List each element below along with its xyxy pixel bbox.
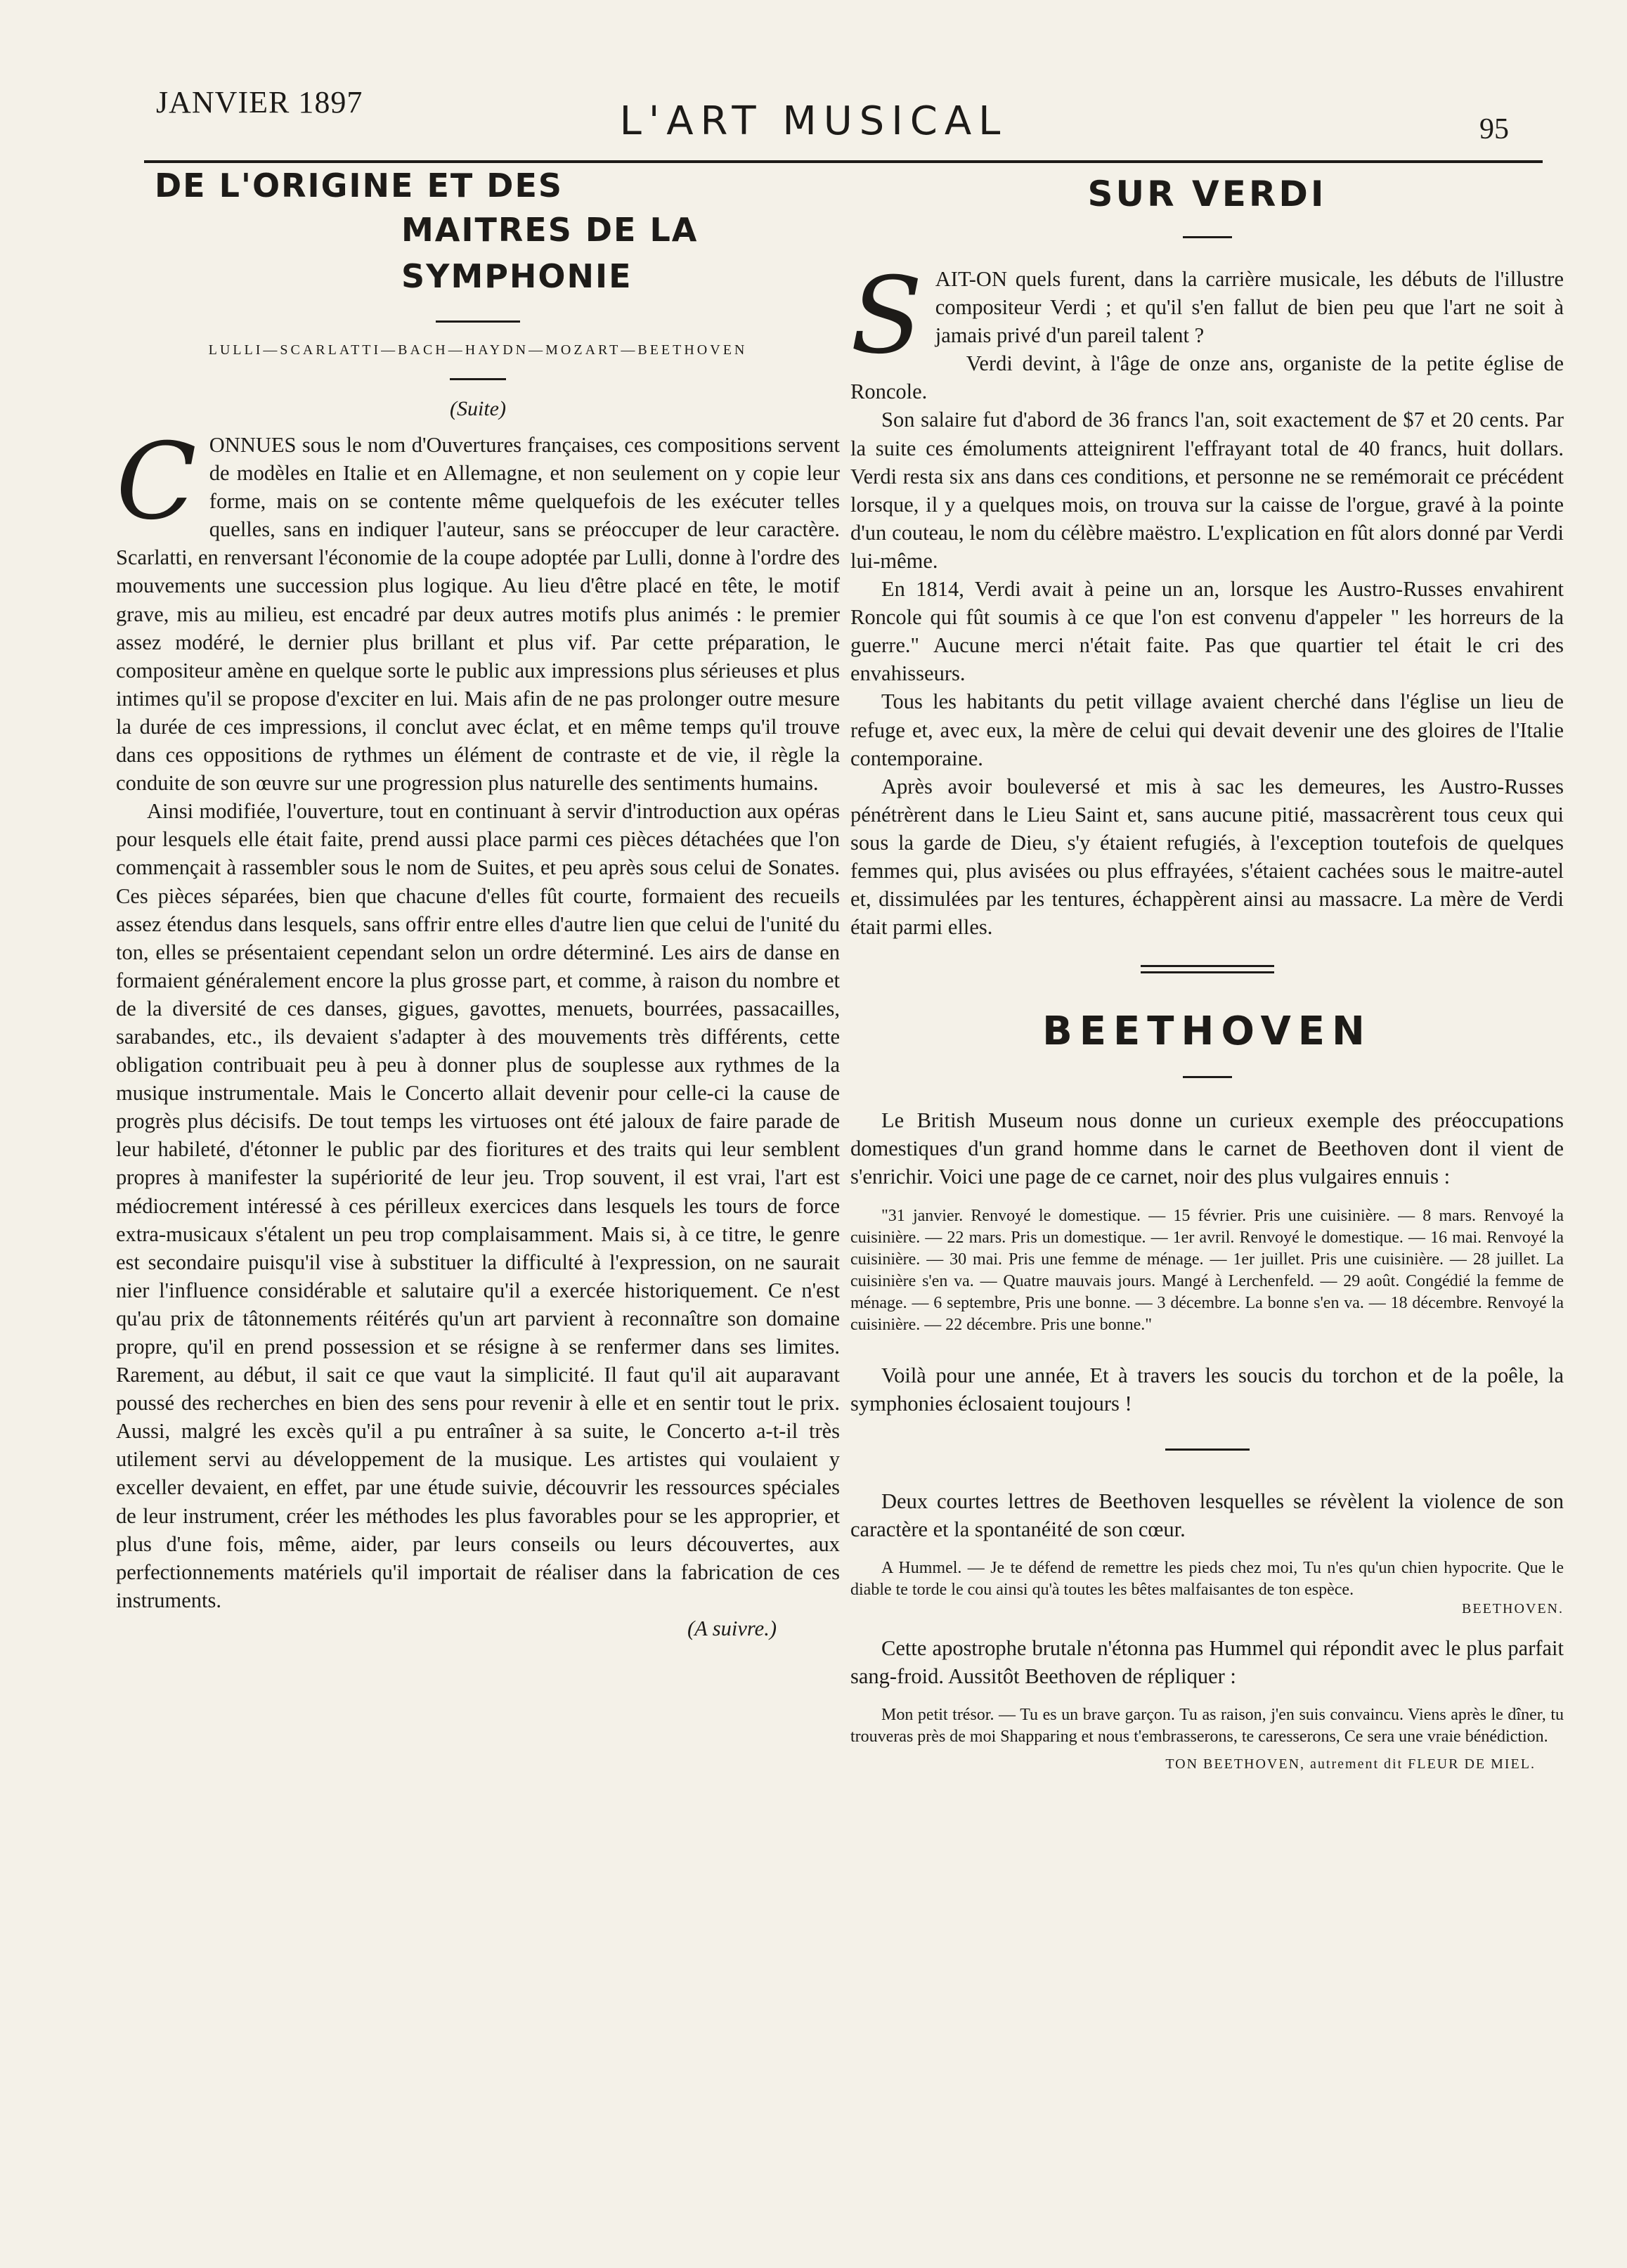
paragraph-2: Ainsi modifiée, l'ouverture, tout en continuant à servir d'introduction aux opéras pour lesquels elle était faite, prend aussi place parmi ces pièces détachées que l'on commençait à rassembler sous le nom de Suites, et peu après sous celui de Sonates. Ces pièces séparées, bien que chacune d'elles fût courte, formaient des recueils assez étendus dans lesquels, sans offrir entre elles d'autre lien que celui de l'unité du ton, elles se présentaient cependant selon un ordre déterminé. Les airs de danse en formaient généralement encore la plus grosse part, et comme, à raison du nombre et de la diversité de ces danses, gigues, gavottes, menuets, bourrées, passacailles, sarabandes, etc., ils devaient s'adapter à des mouvements très différents, cette obligation contribuait peu à peu à donner plus de souplesse aux rythmes de la musique instrumentale. Mais le Concerto allait devenir pour celle-ci la cause de progrès plus décisifs. De tout temps les virtuoses ont été jaloux de faire parade de leur habileté, d'étonner le public par des fioritures et des traits qui leur semblent propres à manifester la supériorité de leur jeu. Trop souvent, il est vrai, l'art est médiocrement intéressé à ces périlleux exercices dans lesquels les tours de force extra-musicaux s'étalent un peu trop complaisamment. Mais si, à ce titre, le genre est secondaire puisqu'il vise à substituer la difficulté à l'expression, on ne saurait nier l'influence considérable et salutaire qu'il a exercée historiquement. Ce n'est qu'au prix de tâtonnements réitérés qu'un art parvient à reconnaître son domaine propre, qu'il en prend possession et se résigne à se renfermer dans ses limites. Rarement, au début, il sait ce que vaut la simplicité. Il faut qu'il ait auparavant poussé des recherches en bien des sens pour revenir à elle et en sentir tout le prix. Aussi, malgré les excès qu'il a pu entraîner à sa suite, le Concerto a-t-il très utilement servi au développement de la musique. Les artistes qui voulaient y exceller devaient, en effet, par une étude suivie, découvrir les ressources spéciales de leur instrument, créer les méthodes les plus favorables pour se les approprier, et plus d'une fois, même, aider, par leurs conseils ou leurs découvertes, aux perfectionnements matériels qu'il importait de réaliser dans la fabrication de ces instruments. [116, 799, 840, 1612]
letters-intro: Deux courtes lettres de Beethoven lesquelles se révèlent la violence de son caractère et la spontanéité de son cœur. [850, 1489, 1564, 1541]
drop-cap-s: S [850, 255, 923, 377]
paragraph-1: ONNUES sous le nom d'Ouvertures françaises, ces compositions servent de modèles en Italie et en Allemagne, et non seulement on y copie leur forme, mais on se contente même quelquefois de les exécuter telles quelles, sans en indiquer l'auteur, sans se préoccuper de leur caractère. Scarlatti, en renversant l'économie de la coupe adoptée par Lulli, donne à l'ordre des mouvements une succession plus logique. Au lieu d'être placé en tête, le motif grave, mis au milieu, est encadré par deux autres motifs plus animés : le premier assez modéré, le dernier plus brillant et plus vif. Par cette préparation, le compositeur amène en quelque sorte le public aux impressions plus sérieuses et plus intimes qu'il se propose d'exciter en lui. Mais afin de ne pas prolonger outre mesure la durée de ces impressions, il conclut avec éclat, et en même temps qu'il trouve dans ces oppositions de rythmes un élément de contraste et de vie, il règle la conduite de son œuvre sur une progression plus naturelle des sentiments humains. [116, 433, 840, 796]
letter-2-signature: TON BEETHOVEN, autrement dit FLEUR DE MIEL. [1165, 1756, 1536, 1773]
drop-cap-c: C [116, 421, 197, 543]
letter-to-hummel: A Hummel. — Je te défend de remettre les pieds chez moi, Tu n'es qu'un chien hypocrite. Que le diable te torde le cou ainsi qu'à toutes les bêtes malfaisantes de ton espèce. [850, 1558, 1564, 1599]
verdi-paragraph-4: En 1814, Verdi avait à peine un an, lorsque les Austro-Russes envahirent Roncole qui fût soumis à ce que l'on est convenu d'appeler " les horreurs de la guerre." Aucune merci n'était faite. Pas que quartier tel était le cri des envahisseurs. [850, 577, 1564, 686]
header-rule [144, 160, 1543, 163]
right-column [850, 164, 1564, 1773]
beethoven-article [850, 1106, 1564, 1773]
article-title-line1: DE L'ORIGINE ET DES [155, 167, 564, 205]
section-double-rule-bottom [1141, 971, 1274, 973]
title-rule [436, 320, 520, 323]
beethoven-separator [1165, 1449, 1250, 1451]
verdi-article [850, 255, 1564, 941]
article-body [116, 421, 840, 1642]
section-double-rule-top [1141, 965, 1274, 967]
verdi-title: SUR VERDI [1087, 174, 1327, 214]
verdi-paragraph-3: Son salaire fut d'abord de 36 francs l'an, soit exactement de $7 et 20 cents. Par la suite ces émoluments atteignirent l'effrayant total de 40 francs, huit dollars. Verdi resta six ans dans ces conditions, et personne ne se remémorait ce précédent lorsque, il y a quelques mois, on trouva sur la caisse de l'orgue, gravé à la pointe d'un couteau, le nom du célèbre maëstro. L'explication en fût alors donné par Verdi lui-même. [850, 408, 1564, 573]
page-number: 95 [1479, 113, 1509, 145]
verdi-paragraph-2: Verdi devint, à l'âge de onze ans, organiste de la petite église de Roncole. [850, 351, 1564, 404]
left-column [116, 164, 840, 1642]
suite-label: (Suite) [450, 397, 506, 420]
beethoven-rule [1183, 1076, 1232, 1078]
verdi-paragraph-6: Après avoir bouleversé et mis à sac les demeures, les Austro-Russes pénétrèrent dans le Lieu Saint et, sans aucune pitié, massacrèrent tous ceux qui sous la garde de Dieu, s'y étaient refugiés, à l'exception toutefois de quelques femmes qui, plus avisées ou plus effrayées, s'étaient cachées sous le maitre-autel et, dissimulées par les tentures, échappèrent ainsi au massacre. La mère de Verdi était parmi elles. [850, 774, 1564, 940]
to-be-continued: (A suivre.) [687, 1616, 777, 1640]
verdi-paragraph-1: AIT-ON quels furent, dans la carrière musicale, les débuts de l'illustre compositeur Verdi ; et qu'il s'en fallut de bien peu que l'art ne soit à jamais privé d'un pareil talent ? [935, 267, 1564, 348]
article-title-line2: MAITRES DE LA SYMPHONIE [401, 211, 699, 295]
subtitle-rule [450, 378, 506, 380]
hummel-reply: Cette apostrophe brutale n'étonna pas Hummel qui répondit avec le plus parfait sang-froid. Aussitôt Beethoven de répliquer : [850, 1635, 1564, 1688]
issue-date: JANVIER 1897 [156, 85, 363, 119]
verdi-paragraph-5: Tous les habitants du petit village avaient cherché dans l'église un lieu de refuge et, avec eux, la mère de celui qui devait devenir une des gloires de l'Italie contemporaine. [850, 689, 1564, 770]
composer-list: LULLI—SCARLATTI—BACH—HAYDN—MOZART—BEETHOVEN [208, 342, 748, 358]
beethoven-intro: Le British Museum nous donne un curieux exemple des préoccupations domestiques d'un grand homme dans le carnet de Beethoven dont il vient de s'enrichir. Voici une page de ce carnet, noir des plus vulgaires ennuis : [850, 1108, 1564, 1189]
masthead-title: L'ART MUSICAL [619, 98, 1008, 144]
letter-mon-petit-tresor: Mon petit trésor. — Tu es un brave garçon. Tu as raison, j'en suis convaincu. Viens après le dîner, tu trouveras près de moi Shapparing et nous t'embrasserons, te caresserons, Ce sera une vraie bénédiction. [850, 1706, 1564, 1747]
carnet-quote: "31 janvier. Renvoyé le domestique. — 15 février. Pris une cuisinière. — 8 mars. Renvoyé la cuisinière. — 22 mars. Pris un domestique. — 1er avril. Renvoyé le domestique. — 16 mai. Renvoyé la cuisinière. — 30 mai. Pris une femme de ménage. — 1er juillet. Pris une cuisinière. — 28 juillet. La cuisinière s'en va. — Quatre mauvais jours. Mangé à Lerchenfeld. — 29 août. Congédié la femme de ménage. — 6 septembre, Pris une bonne. — 3 décembre. La bonne s'en va. — 18 décembre. Renvoyé la cuisinière. — 22 décembre. Pris une bonne." [850, 1206, 1564, 1334]
letter-1-signature: BEETHOVEN. [1462, 1600, 1564, 1616]
verdi-rule [1183, 236, 1232, 238]
beethoven-title: BEETHOVEN [1042, 1009, 1372, 1055]
beethoven-conclusion: Voilà pour une année, Et à travers les soucis du torchon et de la poêle, la symphonies éclosaient toujours ! [850, 1363, 1564, 1415]
